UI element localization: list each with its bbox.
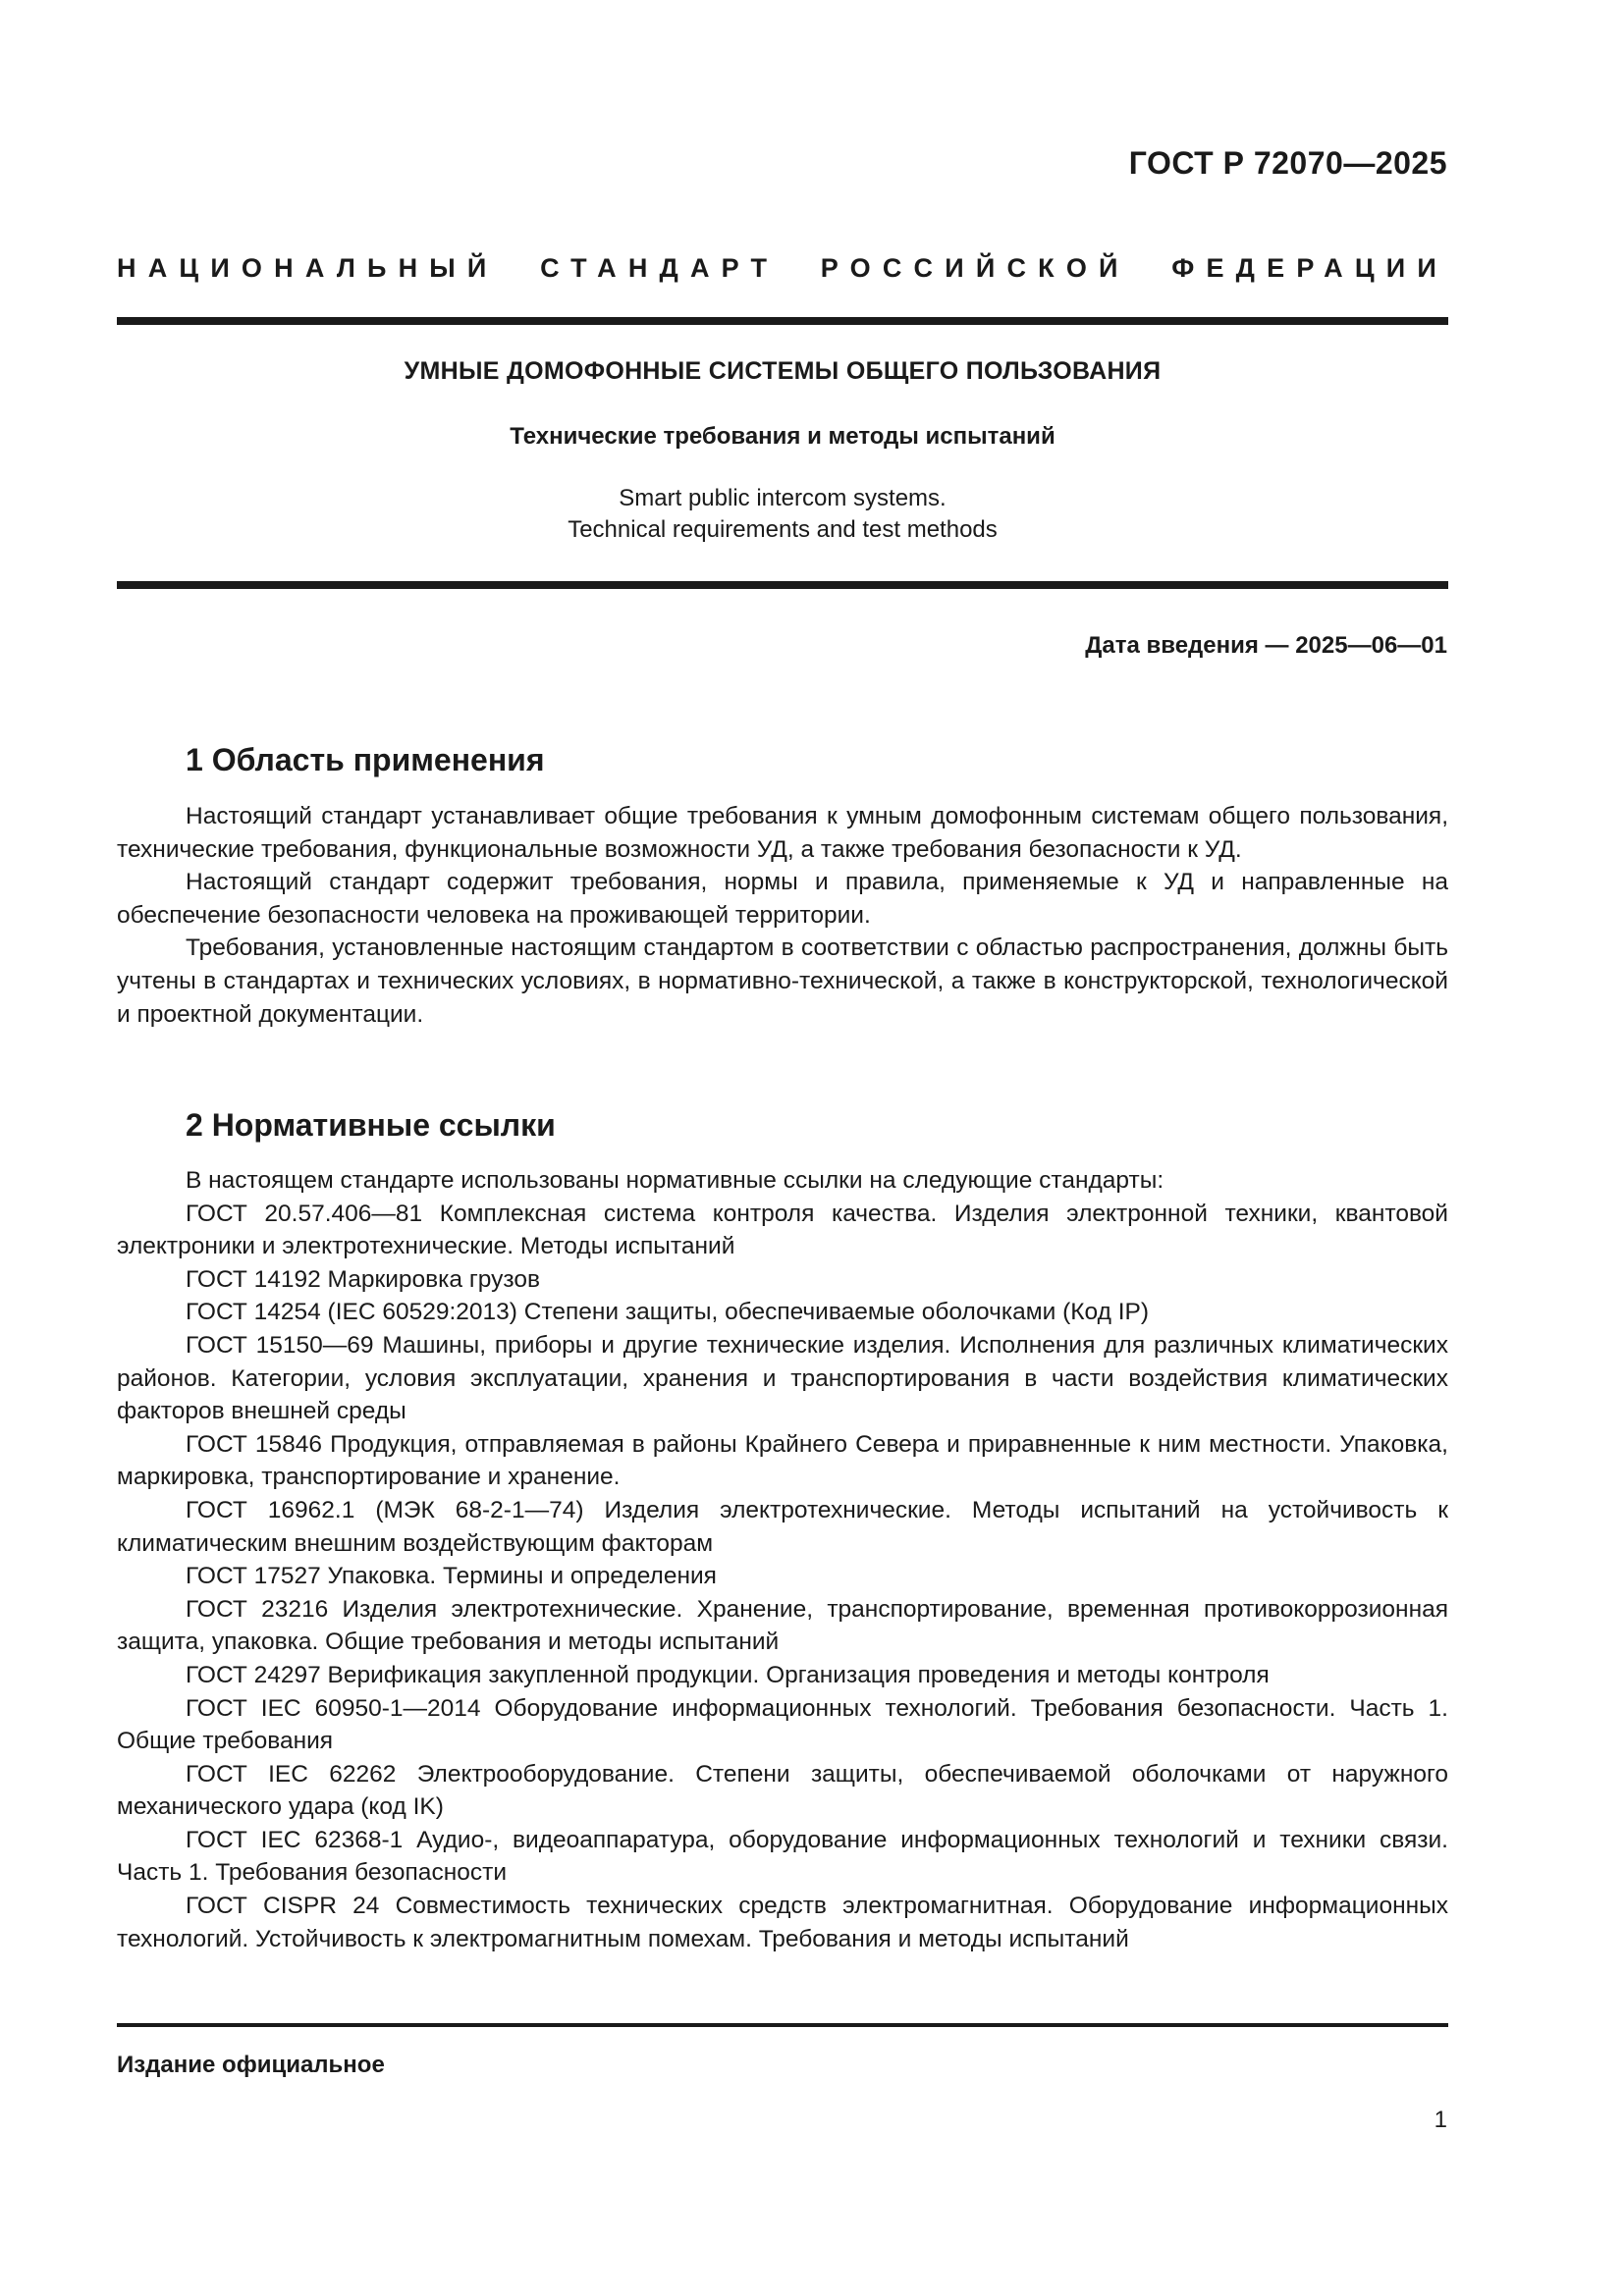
paragraph: В настоящем стандарте использованы нормативные ссылки на следующие стандарты: — [186, 1167, 1164, 1194]
section-2-heading: 2 Нормативные ссылки — [186, 1107, 556, 1143]
document-title: УМНЫЕ ДОМОФОННЫЕ СИСТЕМЫ ОБЩЕГО ПОЛЬЗОВАНИЯ — [404, 357, 1162, 385]
title-divider — [117, 581, 1448, 589]
reference-item: ГОСТ 15846 Продукция, отправляемая в районы Крайнего Севера и приравненные к ним местности. Упаковка, маркировка, транспортирование и хранение. — [117, 1430, 1448, 1491]
section-1-heading: 1 Область применения — [186, 742, 545, 777]
english-title-line-1: Smart public intercom systems. — [619, 485, 947, 511]
reference-item: ГОСТ IEC 62262 Электрооборудование. Степени защиты, обеспечиваемой оболочками от наружного механического удара (код IK) — [117, 1760, 1448, 1821]
section-1-body — [117, 800, 1448, 1031]
top-divider — [117, 317, 1448, 325]
footer-divider — [117, 2023, 1448, 2027]
introduction-date: Дата введения — 2025—06—01 — [1085, 632, 1447, 659]
reference-item: ГОСТ 24297 Верификация закупленной продукции. Организация проведения и методы контроля — [186, 1661, 1270, 1688]
paragraph: Настоящий стандарт устанавливает общие требования к умным домофонным системам общего пользования, технические требования, функциональные возможности УД, а также требования безопасности к УД. — [117, 803, 1448, 863]
reference-item: ГОСТ 16962.1 (МЭК 68-2-1—74) Изделия электротехнические. Методы испытаний на устойчивость к климатическим внешним воздействующим факторам — [117, 1496, 1448, 1557]
paragraph: Настоящий стандарт содержит требования, нормы и правила, применяемые к УД и направленные на обеспечение безопасности человека на проживающей территории. — [117, 869, 1448, 929]
english-title-line-2: Technical requirements and test methods — [568, 516, 998, 543]
reference-item: ГОСТ IEC 62368-1 Аудио-, видеоаппаратура, оборудование информационных технологий и техники связи. Часть 1. Требования безопасности — [117, 1826, 1448, 1887]
reference-item: ГОСТ CISPR 24 Совместимость технических средств электромагнитная. Оборудование информационных технологий. Устойчивость к электромагнитным помехам. Требования и методы испытаний — [117, 1893, 1448, 1952]
section-2-body — [117, 1164, 1448, 1955]
paragraph: Требования, установленные настоящим стандартом в соответствии с областью распространения, должны быть учтены в стандартах и технических условиях, в нормативно-технической, а также в конструкторской, технологической и проектной документации. — [117, 934, 1448, 1028]
reference-item: ГОСТ 23216 Изделия электротехнические. Хранение, транспортирование, временная противокоррозионная защита, упаковка. Общие требования и методы испытаний — [117, 1595, 1448, 1656]
page-number: 1 — [1434, 2107, 1447, 2133]
reference-item: ГОСТ IEC 60950-1—2014 Оборудование информационных технологий. Требования безопасности. Часть 1. Общие требования — [117, 1694, 1448, 1755]
document-subtitle: Технические требования и методы испытаний — [510, 423, 1056, 450]
reference-item: ГОСТ 14192 Маркировка грузов — [186, 1265, 540, 1293]
official-edition-label: Издание официальное — [117, 2052, 385, 2078]
document-number: ГОСТ Р 72070—2025 — [1128, 145, 1447, 181]
national-standard-banner: НАЦИОНАЛЬНЫЙ СТАНДАРТ РОССИЙСКОЙ ФЕДЕРАЦИИ — [117, 253, 1448, 283]
reference-item: ГОСТ 20.57.406—81 Комплексная система контроля качества. Изделия электронной техники, квантовой электроники и электротехнические. Методы испытаний — [117, 1200, 1448, 1260]
reference-item: ГОСТ 15150—69 Машины, приборы и другие технические изделия. Исполнения для различных климатических районов. Категории, условия эксплуатации, хранения и транспортирования в части воздействия климатических факторов внешней среды — [117, 1331, 1448, 1425]
reference-item: ГОСТ 14254 (IEC 60529:2013) Степени защиты, обеспечиваемые оболочками (Код IP) — [186, 1299, 1150, 1326]
reference-item: ГОСТ 17527 Упаковка. Термины и определения — [186, 1563, 717, 1590]
